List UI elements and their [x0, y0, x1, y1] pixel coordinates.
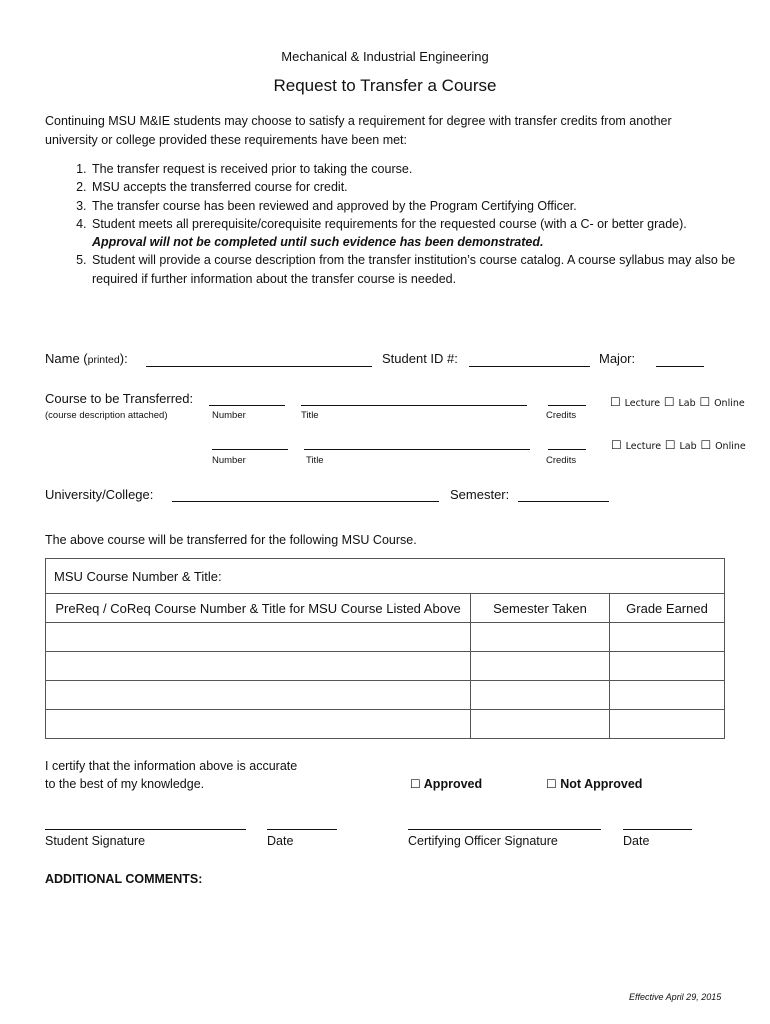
lecture-checkbox[interactable]: ☐	[611, 438, 622, 452]
student-date-line[interactable]	[267, 829, 337, 830]
requirement-item: 2. MSU accepts the transferred course for credit.	[90, 178, 770, 196]
online-checkbox[interactable]: ☐	[699, 395, 711, 409]
student-signature-line[interactable]	[45, 829, 246, 830]
name-field[interactable]	[146, 366, 372, 367]
date-label: Date	[267, 834, 294, 848]
not-approved-checkbox[interactable]: ☐	[546, 777, 557, 791]
major-label: Major:	[599, 351, 636, 366]
not-approved-option[interactable]: ☐ Not Approved	[546, 777, 643, 791]
column-header: PreReq / CoReq Course Number & Title for MSU Course Listed Above	[46, 594, 471, 623]
table-cell[interactable]	[610, 681, 725, 710]
lecture-checkbox[interactable]: ☐	[610, 395, 621, 409]
msu-course-cell[interactable]	[46, 559, 725, 594]
title-caption: Title	[301, 410, 319, 421]
requirement-item: 1. The transfer request is received prior to taking the course.	[90, 160, 770, 178]
number-caption: Number	[212, 410, 246, 421]
course-title-field[interactable]	[301, 405, 527, 406]
intro-line-2: university or college provided these requirements have been met:	[45, 133, 408, 147]
course-number-field[interactable]	[209, 405, 285, 406]
title-caption: Title	[306, 455, 324, 466]
requirement-item: 3. The transfer course has been reviewed and approved by the Program Certifying Officer.	[90, 197, 770, 215]
officer-date-line[interactable]	[623, 829, 692, 830]
table-row	[46, 623, 725, 652]
officer-signature-label: Certifying Officer Signature	[408, 834, 558, 848]
table-cell[interactable]	[471, 681, 610, 710]
transfer-statement: The above course will be transferred for the following MSU Course.	[45, 533, 417, 547]
course-description-note: (course description attached)	[45, 410, 168, 421]
form-title: Request to Transfer a Course	[273, 76, 497, 95]
student-signature-label: Student Signature	[45, 834, 146, 848]
student-id-field[interactable]	[469, 366, 590, 367]
name-label: Name (printed):	[45, 351, 128, 366]
table-cell[interactable]	[610, 710, 725, 739]
table-cell[interactable]	[46, 623, 471, 652]
course-type-options: ☐ Lecture ☐ Lab ☐ Online	[610, 395, 745, 409]
online-checkbox[interactable]: ☐	[700, 438, 712, 452]
table-cell[interactable]	[46, 652, 471, 681]
credits-caption: Credits	[546, 410, 577, 421]
course-type-options-2: ☐ Lecture ☐ Lab ☐ Online	[611, 438, 746, 452]
table-cell[interactable]	[46, 710, 471, 739]
number-caption: Number	[212, 455, 246, 466]
student-id-label: Student ID #:	[382, 351, 458, 366]
table-cell[interactable]	[610, 623, 725, 652]
officer-signature-line[interactable]	[408, 829, 601, 830]
course-credits-field-2[interactable]	[548, 449, 586, 450]
lab-checkbox[interactable]: ☐	[663, 395, 675, 409]
certify-line-1: I certify that the information above is accurate	[45, 759, 298, 773]
approved-checkbox[interactable]: ☐	[410, 777, 421, 791]
course-title-field-2[interactable]	[304, 449, 530, 450]
table-cell[interactable]	[46, 681, 471, 710]
semester-field[interactable]	[518, 501, 609, 502]
certify-line-2: to the best of my knowledge.	[45, 777, 205, 791]
requirements-list	[45, 160, 770, 288]
table-row	[46, 681, 725, 710]
approval-note: Approval will not be completed until such evidence has been demonstrated.	[92, 235, 544, 250]
date-label: Date	[623, 834, 650, 848]
requirement-item: 4. Student meets all prerequisite/corequisite requirements for the requested course (with a C- or better grade). Approval will not be completed until such evidence has been demonstrated.	[90, 215, 770, 252]
course-credits-field[interactable]	[548, 405, 586, 406]
prereq-table	[45, 558, 725, 739]
credits-caption: Credits	[546, 455, 577, 466]
effective-date: Effective April 29, 2015	[629, 992, 722, 1002]
intro-line-1: Continuing MSU M&IE students may choose to satisfy a requirement for degree with transfer credits from another	[45, 114, 672, 128]
table-cell[interactable]	[610, 652, 725, 681]
university-field[interactable]	[172, 501, 439, 502]
semester-label: Semester:	[450, 487, 510, 502]
course-transfer-label: Course to be Transferred:	[45, 391, 194, 406]
column-header: Semester Taken	[471, 594, 610, 623]
column-header: Grade Earned	[610, 594, 725, 623]
approved-option[interactable]: ☐ Approved	[410, 777, 483, 791]
requirement-item: 5. Student will provide a course description from the transfer institution’s course catalog. A course syllabus may also be required if further information about the transfer course is needed.	[90, 251, 770, 288]
lab-checkbox[interactable]: ☐	[664, 438, 676, 452]
course-number-field-2[interactable]	[212, 449, 288, 450]
table-row	[46, 710, 725, 739]
major-field[interactable]	[656, 366, 704, 367]
table-row	[46, 652, 725, 681]
msu-course-label: MSU Course Number & Title:	[54, 568, 222, 584]
university-label: University/College:	[45, 487, 154, 502]
department-name: Mechanical & Industrial Engineering	[281, 49, 489, 64]
table-cell[interactable]	[471, 623, 610, 652]
table-cell[interactable]	[471, 710, 610, 739]
additional-comments-label: ADDITIONAL COMMENTS:	[45, 872, 203, 886]
table-cell[interactable]	[471, 652, 610, 681]
